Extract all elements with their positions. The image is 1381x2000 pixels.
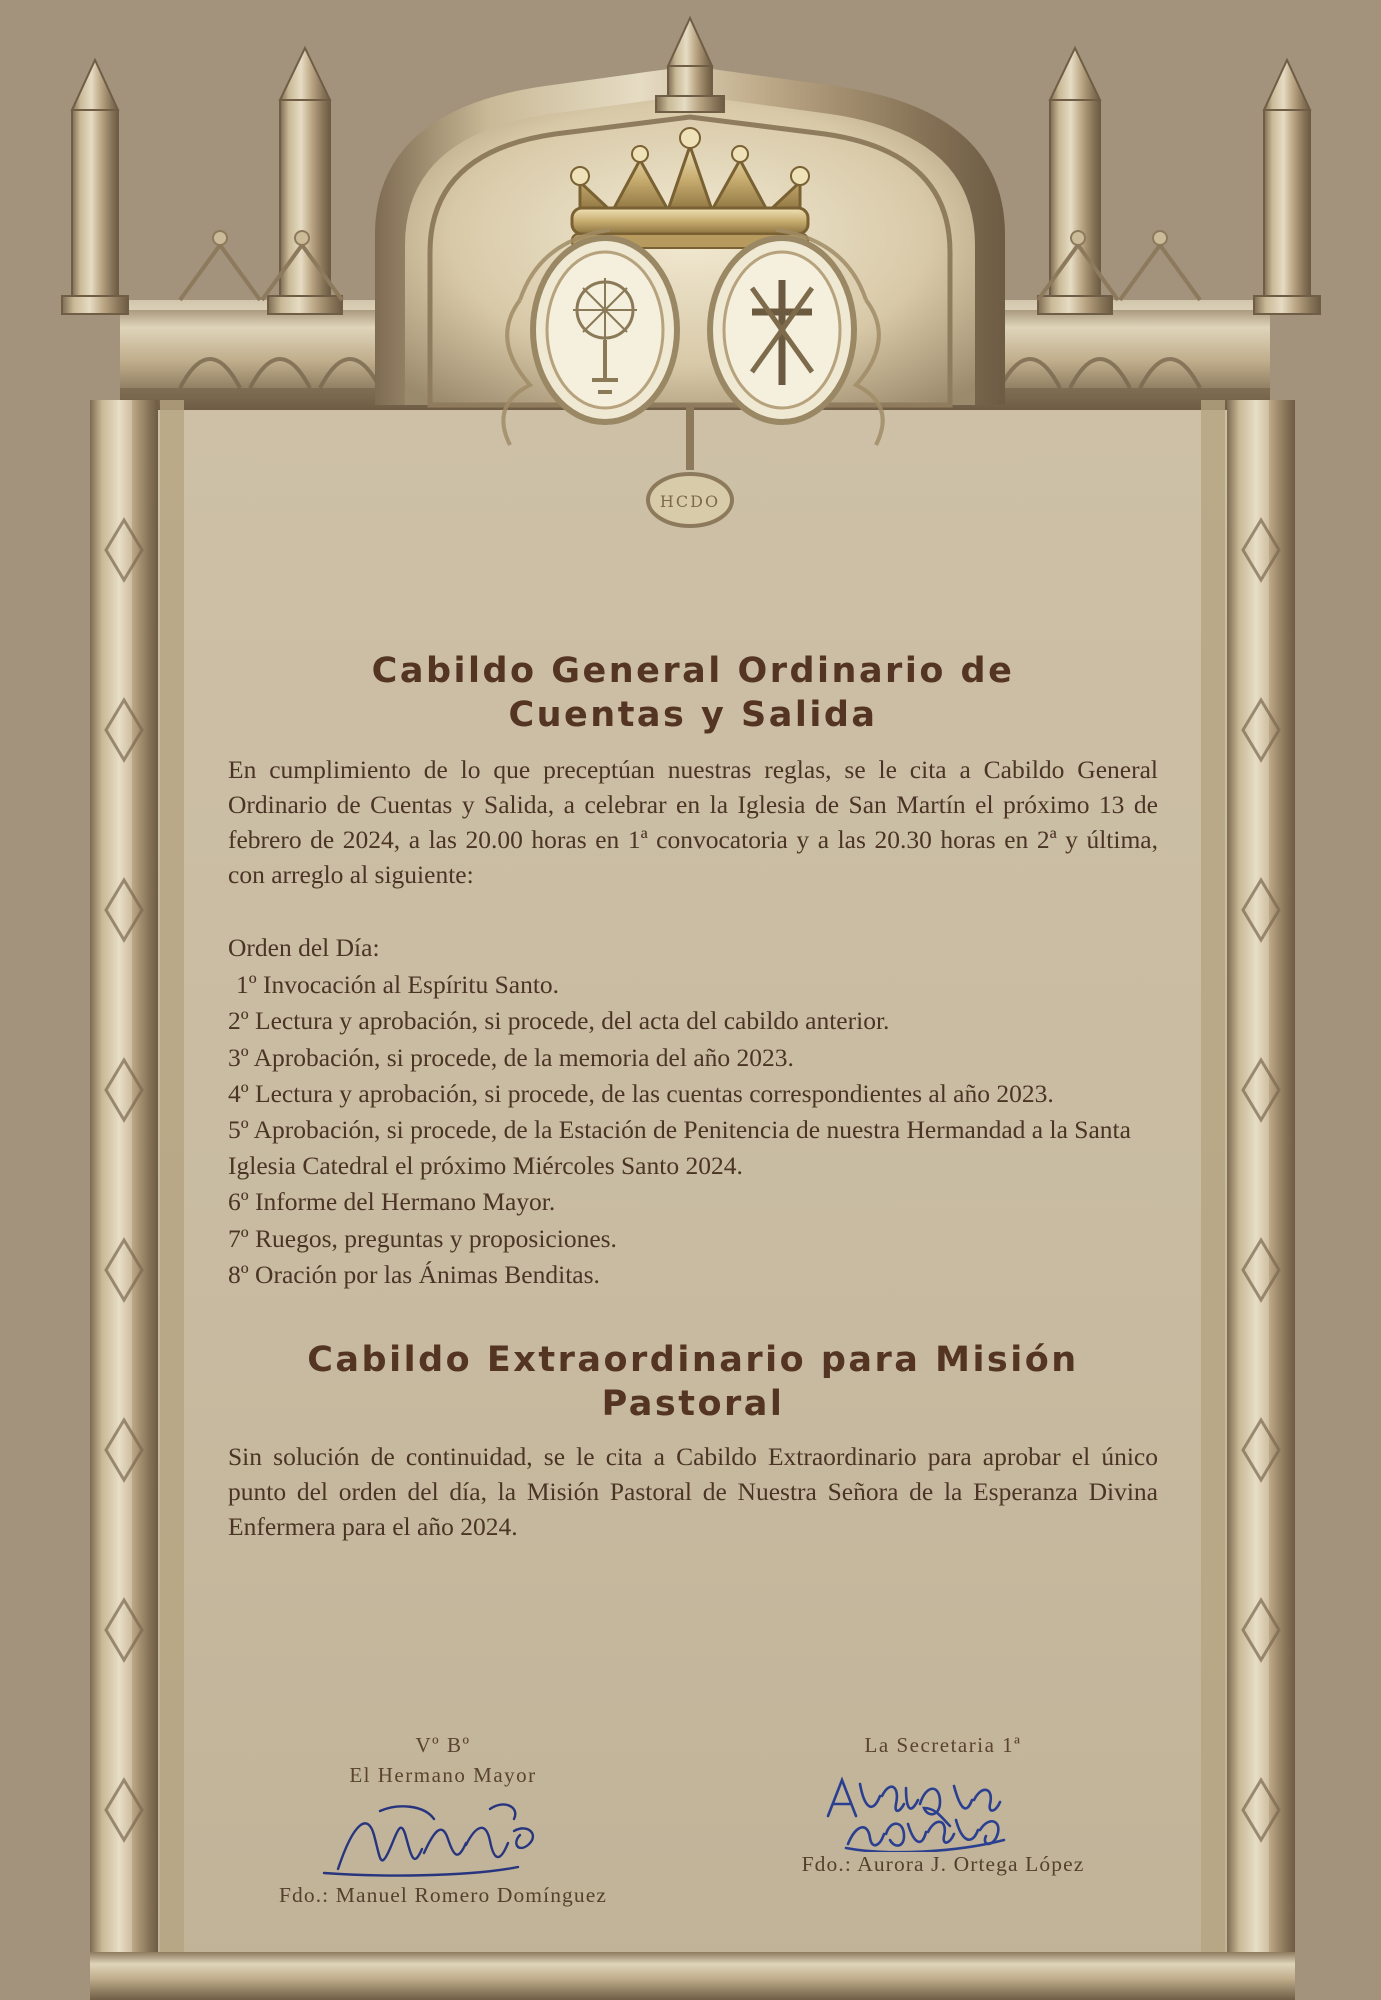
agenda-heading: Orden del Día: — [228, 933, 380, 963]
signature-role-left: El Hermano Mayor — [349, 1763, 537, 1788]
section-one-title — [228, 650, 1158, 738]
agenda-item: 1º Invocación al Espíritu Santo. — [236, 970, 560, 1000]
document-body — [228, 650, 1158, 1554]
section-two-title — [228, 1339, 1158, 1427]
signature-block-secretaria — [728, 1730, 1158, 1908]
section-one-title-line1: Cabildo General Ordinario de — [371, 651, 1015, 691]
signature-approval-left: Vº Bº — [415, 1733, 471, 1757]
signature-block-hermano-mayor — [228, 1730, 658, 1908]
signature-name-left: Fdo.: Manuel Romero Domínguez — [278, 1882, 608, 1907]
agenda-item: 7º Ruegos, preguntas y proposiciones. — [228, 1223, 617, 1253]
agenda-item: 8º Oración por las Ánimas Benditas. — [228, 1259, 600, 1289]
agenda-item: 2º Lectura y aprobación, si procede, del acta del cabildo anterior. — [228, 1006, 890, 1036]
signature-name-right: Fdo.: Aurora J. Ortega López — [801, 1852, 1085, 1877]
emblem-monogram: HCDO — [659, 492, 721, 511]
signature-approval-right: La Secretaria 1ª — [864, 1733, 1022, 1757]
agenda-item: 4º Lectura y aprobación, si procede, de las cuentas correspondientes al año 2023. — [228, 1078, 1054, 1108]
section-one-title-line2: Cuentas y Salida — [508, 694, 878, 735]
agenda-item: 6º Informe del Hermano Mayor. — [228, 1187, 556, 1217]
handwritten-signature-left — [228, 1791, 658, 1883]
section-one-intro: En cumplimiento de lo que preceptúan nuestras reglas, se le cita a Cabildo General Ordinario de Cuentas y Salida, a celebrar en la Iglesia de San Martín el próximo 13 de febrero de 2024, a las 20.00 horas en 1ª convocatoria y a las 20.30 horas en 2ª y última, con arreglo al siguiente: — [228, 754, 1158, 890]
section-two-body: Sin solución de continuidad, se le cita a Cabildo Extraordinario para aprobar el único punto del orden del día, la Misión Pastoral de Nuestra Señora de la Esperanza Divina Enfermera para el año 2024. — [228, 1441, 1158, 1541]
section-two-title-line2: Misión Pastoral — [601, 1340, 1079, 1424]
handwritten-signature-right — [728, 1760, 1158, 1852]
signature-area — [228, 1730, 1158, 1908]
section-two-title-line1: Cabildo Extraordinario para — [307, 1340, 921, 1381]
agenda-list — [228, 967, 1158, 1293]
agenda-item: 3º Aprobación, si procede, de la memoria del año 2023. — [228, 1042, 794, 1072]
agenda-item: 5º Aprobación, si procede, de la Estación de Penitencia de nuestra Hermandad a la Santa Iglesia Catedral el próximo Miércoles Santo 2024. — [228, 1115, 1131, 1181]
